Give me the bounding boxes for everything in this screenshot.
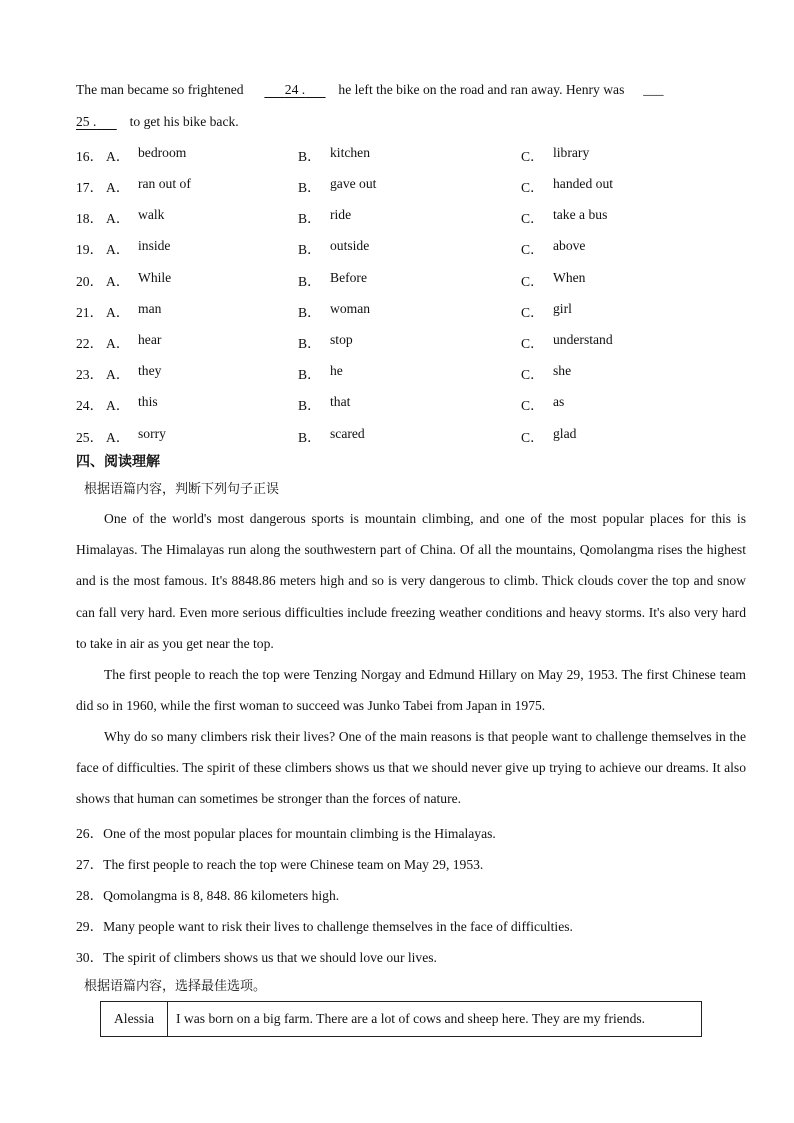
question-number: 25． bbox=[76, 430, 104, 445]
choice-a: man bbox=[138, 301, 162, 316]
choice-label: C． bbox=[521, 211, 544, 226]
choice-c: glad bbox=[553, 426, 577, 441]
choice-c: girl bbox=[553, 301, 572, 316]
choice-label: C． bbox=[521, 398, 544, 413]
choice-c: as bbox=[553, 394, 565, 409]
choice-label: C． bbox=[521, 336, 544, 351]
question-number: 16． bbox=[76, 149, 104, 164]
cloze-text: The man became so frightened bbox=[76, 82, 244, 97]
statement-29: 29．Many people want to risk their lives to challenge themselves in the face of difficulties. bbox=[76, 919, 573, 934]
option-row bbox=[76, 394, 756, 414]
option-row bbox=[76, 332, 756, 352]
blank-24: 24 . bbox=[284, 82, 306, 97]
choice-label: B． bbox=[298, 180, 321, 195]
choice-a: While bbox=[138, 270, 172, 285]
question-number: 22． bbox=[76, 336, 104, 351]
question-number: 24． bbox=[76, 398, 104, 413]
person-name: Alessia bbox=[101, 1002, 168, 1037]
choice-a: they bbox=[138, 363, 162, 378]
option-row bbox=[76, 207, 756, 227]
choice-label: C． bbox=[521, 367, 544, 382]
choice-label: B． bbox=[298, 274, 321, 289]
choice-label: C． bbox=[521, 274, 544, 289]
cloze-text: to get his bike back. bbox=[129, 114, 239, 129]
question-number: 20． bbox=[76, 274, 104, 289]
statement-26: 26．One of the most popular places for mountain climbing is the Himalayas. bbox=[76, 826, 496, 841]
choice-label: B． bbox=[298, 336, 321, 351]
statement-27: 27．The first people to reach the top were Chinese team on May 29, 1953. bbox=[76, 857, 484, 872]
choice-b: stop bbox=[330, 332, 353, 347]
option-row bbox=[76, 145, 756, 165]
option-row bbox=[76, 176, 756, 196]
passage-paragraph-1: One of the world's most dangerous sports is mountain climbing, and one of the most popular places for this is Himalayas. The Himalayas run along the southwestern part of China. Of all the mountains, Qomolangma rises the highest and is the most famous. It's 8848.86 meters high and so is very dangerous to climb. Thick clouds cover the top and snow can fall very hard. Even more serious difficulties include freezing weather conditions and heavy storms. It's also very hard to take in air as you get near the top. bbox=[76, 511, 746, 651]
blank-25: 25 . bbox=[76, 114, 97, 129]
option-row bbox=[76, 270, 756, 290]
option-row bbox=[76, 363, 756, 383]
choice-label: C． bbox=[521, 305, 544, 320]
choice-b: scared bbox=[330, 426, 365, 441]
question-number: 18． bbox=[76, 211, 104, 226]
choice-a: sorry bbox=[138, 426, 166, 441]
instruction-true-false: 根据语篇内容，判断下列句子正误 bbox=[84, 482, 280, 497]
choice-a: this bbox=[138, 394, 158, 409]
choice-label: A． bbox=[106, 242, 130, 257]
cloze-text: he left the bike on the road and ran away. Henry was bbox=[338, 82, 625, 97]
choice-label: A． bbox=[106, 367, 130, 382]
cloze-line-1 bbox=[76, 82, 664, 98]
choice-c: understand bbox=[553, 332, 613, 347]
choice-label: B． bbox=[298, 211, 321, 226]
blank-trailing: ___ bbox=[643, 82, 664, 97]
choice-label: B． bbox=[298, 367, 321, 382]
choice-a: bedroom bbox=[138, 145, 187, 160]
choice-b: Before bbox=[330, 270, 367, 285]
info-table bbox=[100, 1001, 702, 1037]
choice-b: he bbox=[330, 363, 343, 378]
question-number: 17． bbox=[76, 180, 104, 195]
choice-label: A． bbox=[106, 336, 130, 351]
choice-c: handed out bbox=[553, 176, 614, 191]
question-number: 23． bbox=[76, 367, 104, 382]
choice-a: inside bbox=[138, 238, 171, 253]
choice-c: When bbox=[553, 270, 586, 285]
choice-label: C． bbox=[521, 242, 544, 257]
choice-b: kitchen bbox=[330, 145, 371, 160]
instruction-multiple-choice: 根据语篇内容，选择最佳选项。 bbox=[84, 979, 267, 994]
choice-a: ran out of bbox=[138, 176, 191, 191]
choice-a: walk bbox=[138, 207, 165, 222]
question-number: 19． bbox=[76, 242, 104, 257]
choice-b: outside bbox=[330, 238, 370, 253]
choice-label: A． bbox=[106, 180, 130, 195]
passage-paragraph-2: The first people to reach the top were Tenzing Norgay and Edmund Hillary on May 29, 1953. The first Chinese team did so in 1960, while the first woman to succeed was Junko Tabei from Japan in 1975. bbox=[76, 667, 746, 714]
question-number: 21． bbox=[76, 305, 104, 320]
option-row bbox=[76, 426, 756, 446]
section-title: 四、阅读理解 bbox=[76, 454, 160, 470]
choice-label: B． bbox=[298, 398, 321, 413]
choice-b: that bbox=[330, 394, 351, 409]
option-row bbox=[76, 301, 756, 321]
option-row bbox=[76, 238, 756, 258]
choice-c: library bbox=[553, 145, 590, 160]
choice-label: B． bbox=[298, 242, 321, 257]
choice-label: A． bbox=[106, 274, 130, 289]
choice-label: A． bbox=[106, 149, 130, 164]
statement-28: 28．Qomolangma is 8, 848. 86 kilometers high. bbox=[76, 888, 340, 903]
person-description: I was born on a big farm. There are a lot of cows and sheep here. They are my friends. bbox=[168, 1002, 702, 1037]
choice-a: hear bbox=[138, 332, 162, 347]
choice-c: above bbox=[553, 238, 586, 253]
choice-b: ride bbox=[330, 207, 352, 222]
passage-paragraph-3: Why do so many climbers risk their lives? One of the main reasons is that people want to challenge themselves in the face of difficulties. The spirit of these climbers shows us that we should never give up trying to achieve our dreams. It also shows that human can sometimes be stronger than the forces of nature. bbox=[76, 729, 746, 807]
choice-label: C． bbox=[521, 149, 544, 164]
choice-label: C． bbox=[521, 180, 544, 195]
table-row bbox=[101, 1002, 702, 1037]
choice-label: B． bbox=[298, 305, 321, 320]
choice-c: she bbox=[553, 363, 572, 378]
choice-c: take a bus bbox=[553, 207, 608, 222]
choice-label: A． bbox=[106, 398, 130, 413]
statement-30: 30．The spirit of climbers shows us that we should love our lives. bbox=[76, 950, 437, 965]
choice-label: C． bbox=[521, 430, 544, 445]
choice-label: A． bbox=[106, 430, 130, 445]
choice-b: gave out bbox=[330, 176, 377, 191]
choice-b: woman bbox=[330, 301, 371, 316]
choice-label: B． bbox=[298, 149, 321, 164]
choice-label: A． bbox=[106, 211, 130, 226]
cloze-line-2 bbox=[76, 114, 239, 130]
choice-label: B． bbox=[298, 430, 321, 445]
choice-label: A． bbox=[106, 305, 130, 320]
